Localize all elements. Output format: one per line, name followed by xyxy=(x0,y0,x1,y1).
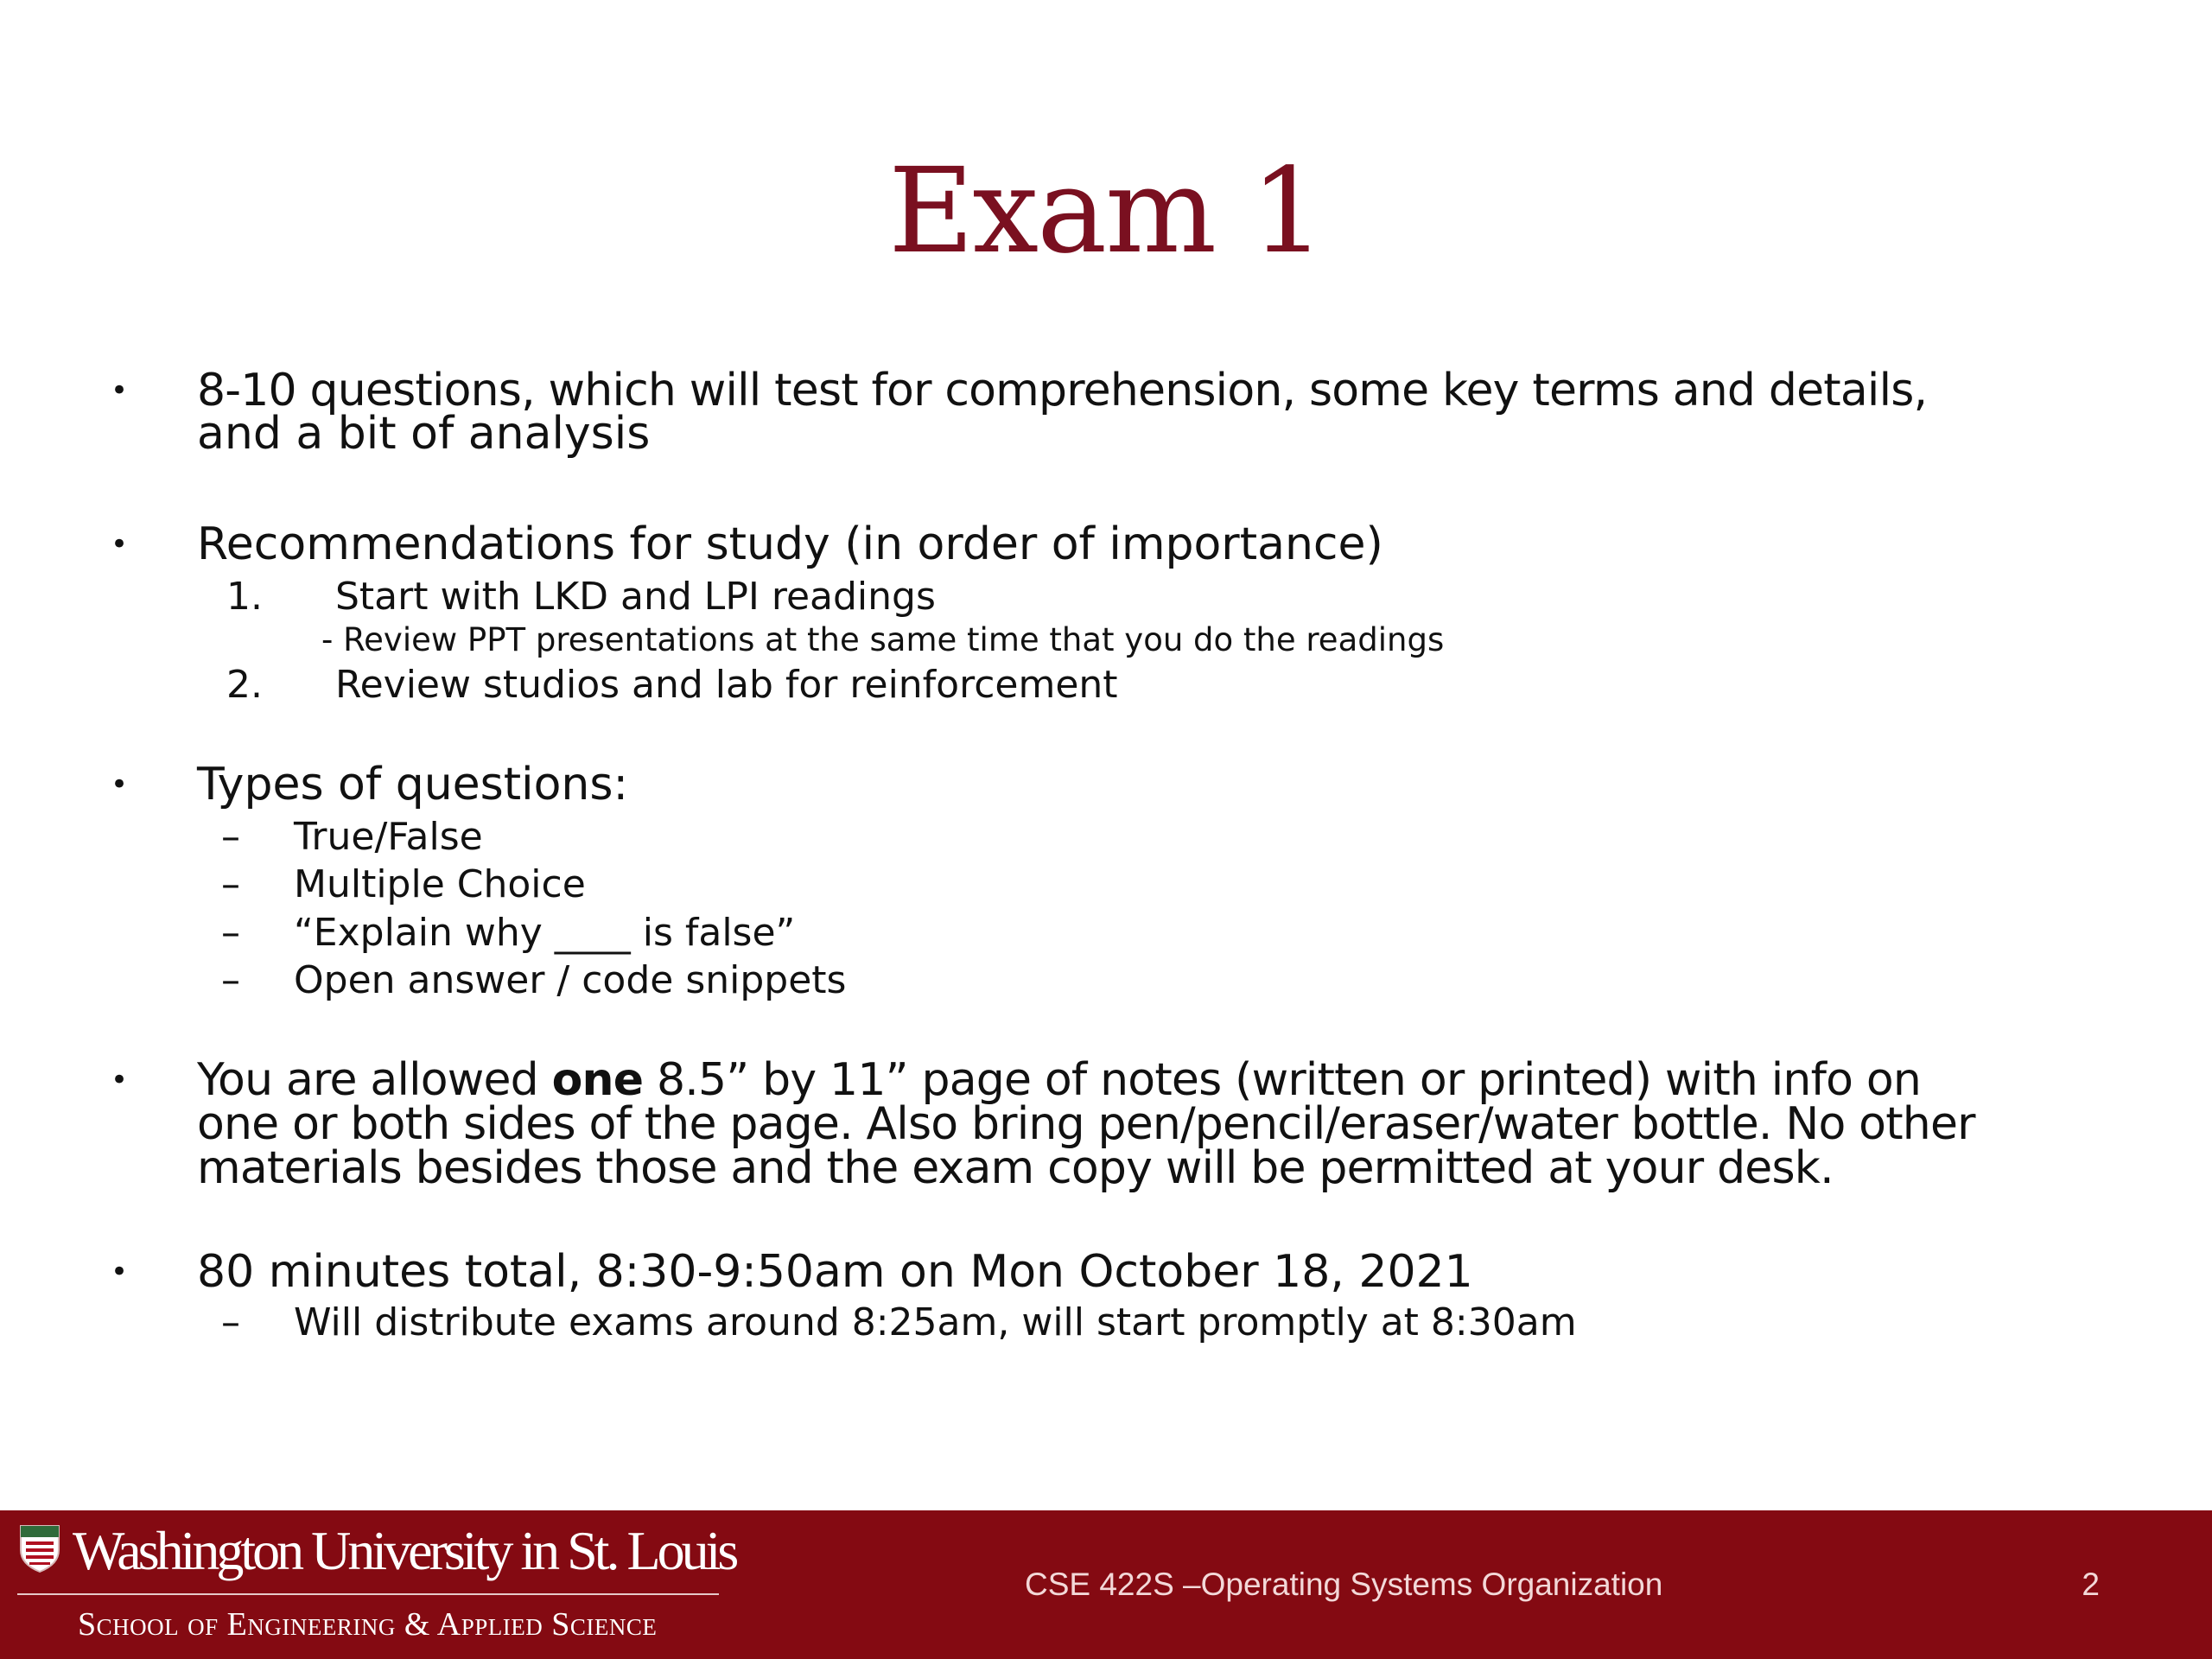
question-type: Multiple Choice xyxy=(294,862,586,906)
bullet-icon: • xyxy=(111,373,129,408)
dash-icon: – xyxy=(221,958,240,1002)
bullet-3-text: Types of questions: xyxy=(197,759,628,810)
bullet-4-line-2: one or both sides of the page. Also bring pen/pencil/eraser/water bottle. No other xyxy=(197,1098,1975,1150)
question-type: True/False xyxy=(294,815,483,859)
dash-icon: – xyxy=(221,815,240,859)
bold-one: one xyxy=(551,1054,644,1106)
bullet-icon: • xyxy=(111,1255,129,1289)
item-number: 1. xyxy=(226,575,263,619)
bullet-1-line-2: and a bit of analysis xyxy=(197,408,651,460)
university-shield-icon xyxy=(19,1524,60,1573)
university-name: Washington University in St. Louis xyxy=(73,1520,736,1581)
study-item-1: Start with LKD and LPI readings xyxy=(335,575,936,619)
item-number: 2. xyxy=(226,663,263,707)
bullet-4-line-1: You are allowed one 8.5” by 11” page of notes (written or printed) with info on xyxy=(197,1054,1922,1106)
study-item-1-note: - Review PPT presentations at the same time that you do the readings xyxy=(321,621,1445,658)
question-type: “Explain why ____ is false” xyxy=(294,911,796,955)
footer-divider xyxy=(17,1593,719,1595)
slide-title: Exam 1 xyxy=(888,143,1324,280)
bullet-1-line-1: 8-10 questions, which will test for comprehension, some key terms and details, xyxy=(197,365,1928,416)
bullet-icon: • xyxy=(111,1063,129,1097)
study-item-2: Review studios and lab for reinforcement xyxy=(335,663,1118,707)
bullet-5-text: 80 minutes total, 8:30-9:50am on Mon October 18, 2021 xyxy=(197,1246,1473,1298)
dash-icon: – xyxy=(221,1300,240,1344)
exam-start-note: Will distribute exams around 8:25am, will start promptly at 8:30am xyxy=(294,1300,1577,1344)
bullet-4-line-3: materials besides those and the exam copy will be permitted at your desk. xyxy=(197,1142,1834,1194)
page-number: 2 xyxy=(2082,1567,2100,1602)
bullet-icon: • xyxy=(111,767,129,802)
school-name: School of Engineering & Applied Science xyxy=(78,1606,658,1643)
question-type: Open answer / code snippets xyxy=(294,958,847,1002)
course-name: CSE 422S –Operating Systems Organization xyxy=(1025,1567,1663,1602)
bullet-2-text: Recommendations for study (in order of importance) xyxy=(197,518,1383,570)
dash-icon: – xyxy=(221,862,240,906)
bullet-icon: • xyxy=(111,527,129,562)
dash-icon: – xyxy=(221,911,240,955)
